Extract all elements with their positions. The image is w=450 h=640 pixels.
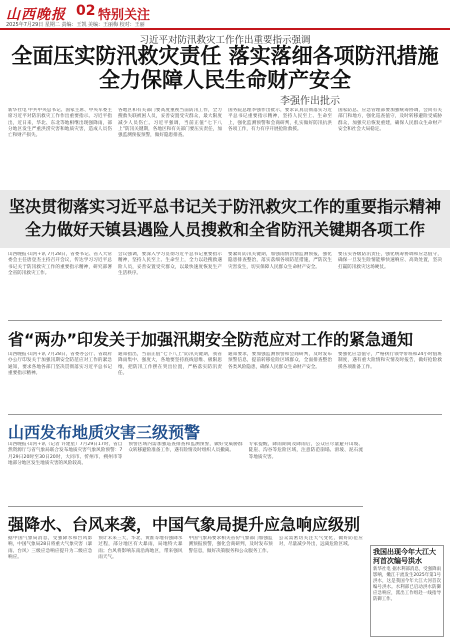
lead-kicker: 习近平对防汛救灾工作作出重要指示强调: [139, 35, 311, 46]
lead-headline-2: 全力保障人民生命财产安全: [99, 68, 351, 92]
third-headline: 省“两办”印发关于加强汛期安全防范应对工作的紧急通知: [8, 330, 414, 349]
section-divider: [8, 506, 363, 507]
lead-subheadline: 李强作出批示: [280, 96, 340, 107]
third-body-col-3: 通知要求，要加强监测预警和会商研判，及时发布预警信息，提前转移危险区域群众，全面排查整治各类风险隐患，确保人民群众生命财产安全。: [228, 352, 332, 370]
second-headline-1: 坚决贯彻落实习近平总书记关于防汛救灾工作的重要指示精神: [8, 197, 441, 216]
second-headline-2: 全力做好天镇县遇险人员搜救和全省防汛关键期各项工作: [24, 220, 425, 239]
newspaper-masthead: 山西晚报: [6, 7, 66, 23]
section-divider: [8, 320, 442, 321]
lead-body-col-2: 各地区和有关部门要高度重视当前防汛工作，全力搜救失联被困人员，妥善安置受灾群众，最大限度减少人员伤亡。习近平强调，当前正值“七下八上”防汛关键期，各地区和有关部门要压实责任，加强监测预报预警，做好隐患排查。: [118, 108, 222, 139]
fourth-headline: 山西发布地质灾害三级预警: [8, 423, 201, 442]
lead-body-col-1: 新华社电 中共中央总书记、国家主席、中央军委主席习近平对防汛救灾工作作出重要指示。习近平指出，近日来，华北、东北等地相继出现强降雨，部分地区发生严重洪涝灾害和地质灾害，造成人员伤亡和财产损失。: [8, 108, 112, 139]
section-divider: [8, 414, 442, 415]
fourth-body-col-1: 山西晚报·山河+讯（记者 许建星）7月29日17时，省自然资源厅与省气象局联合发布地质灾害气象风险预警：7月29日20时至30日20时，大同市、忻州市、朔州市等地部分地区发生地质灾害的风险较高。: [8, 442, 123, 466]
lead-headline-1: 全面压实防汛救灾责任 落实落细各项防汛措施: [11, 44, 439, 68]
second-body-col-1: 山西晚报·山河+讯 7月28日，省委书记、省人大常委会主任唐登杰主持召开会议，传达学习习近平总书记关于防汛救灾工作的重要指示精神，研究部署全省防汛救灾工作。: [8, 252, 112, 276]
header-rule: [0, 28, 450, 30]
sidebox-body: 新华社电 据水利部消息，受强降雨影响，嫩江干流发生2025年第1号洪水，这是我国今年大江大河首次编号洪水。水利部已启动洪水防御应急响应，派出工作组赴一线指导防御工作。: [373, 567, 441, 602]
lead-body: [8, 108, 442, 184]
flood-news-sidebox: [370, 545, 444, 637]
fifth-body-col-3: 中国气象局要求相关省份气象部门加强监测预报预警，强化会商研判，及时发布预警信息，做好决策服务和公众服务工作。: [188, 536, 273, 554]
fourth-body: [8, 442, 363, 502]
page-number: 02: [76, 3, 96, 19]
page-header: [0, 0, 450, 28]
dateline: 2025年7月29日 星期二 责编：王凯 美编：王丽梅 校对：王丽: [6, 22, 145, 28]
third-body-col-1: 山西晚报·山河+讯 7月28日，省委办公厅、省政府办公厅印发关于加强汛期安全防范应对工作的紧急通知，要求各地各部门坚决贯彻落实习近平总书记重要指示精神。: [8, 352, 112, 376]
section-title: 特别关注: [98, 8, 151, 23]
second-body: [8, 252, 442, 316]
fifth-body-col-1: 据中国气象局消息，受强降水和台风影响，中国气象局28日将重大气象灾害（暴雨、台风）三级应急响应提升为二级应急响应。: [8, 536, 93, 560]
fifth-body-col-2: 预计未来三天，华北、黄淮等地有强降水过程，部分地区有大暴雨，局地特大暴雨；台风将影响东南沿海地区，带来强风雨天气。: [98, 536, 183, 560]
lead-body-col-3: 国务院总理李强作出批示，要求认真贯彻落实习近平总书记重要指示精神，坚持人民至上、生命至上，强化监测预警和会商研判，扎实做好防汛抗洪各项工作，有力有序开展抢险救援。: [228, 108, 332, 132]
second-body-col-3: 要紧盯防汛关键期，加强雨情汛情监测预报，强化隐患排查整治，落实落细各项防范措施，严防次生灾害发生，切实保障人民群众生命财产安全。: [228, 252, 332, 270]
sidebox-title: 我国出现今年大江大河首次编号洪水: [373, 548, 436, 565]
fifth-headline: 强降水、台风来袭，中国气象局提升应急响应级别: [8, 515, 361, 534]
fifth-body-col-4: 公众需密切关注天气变化，做好防范应对，尽量减少外出，远离危险区域。: [278, 536, 363, 548]
second-body-col-4: 要压实各级防汛责任，强化统筹协调和应急值守，确保一旦发生险情能够快速响应、高效处置，坚决打赢防汛救灾这场硬仗。: [338, 252, 442, 270]
third-body-col-2: 通知指出，当前正值“七下八上”防汛关键期，我省降雨集中、强度大，各地要坚持底线思维、极限思维，把防汛工作摆在突出位置，严格落实防汛责任。: [118, 352, 222, 376]
second-body-col-2: 会议强调，要深入学习贯彻习近平总书记重要指示精神，坚持人民至上、生命至上，全力以赴搜救遇险人员，妥善安置受灾群众，以最快速度恢复生产生活秩序。: [118, 252, 222, 276]
fourth-body-col-3: 专家提醒，降雨期间及降雨后，公众应尽量避开山坡、陡崖、沟谷等危险区域，注意防范崩塌、滑坡、泥石流等地质灾害。: [248, 442, 363, 460]
fifth-body: [8, 536, 363, 636]
third-body: [8, 352, 442, 410]
lead-body-col-4: 国家防总、应急管理部要加强统筹协调，会同有关部门和地方，强化巡查值守，及时转移避险受威胁群众，加强灾后恢复重建，确保人民群众生命财产安全和社会大局稳定。: [338, 108, 442, 132]
third-body-col-4: 要强化应急值守，严格执行领导带班和24小时值班制度，遇有重大险情和灾情及时报告，做好抢险救援各项准备工作。: [338, 352, 442, 370]
fourth-body-col-2: 预警区域内需加强巡查排查和监测预警，做好受威胁群众转移避险准备工作，遇有险情及时组织人员撤离。: [128, 442, 243, 454]
